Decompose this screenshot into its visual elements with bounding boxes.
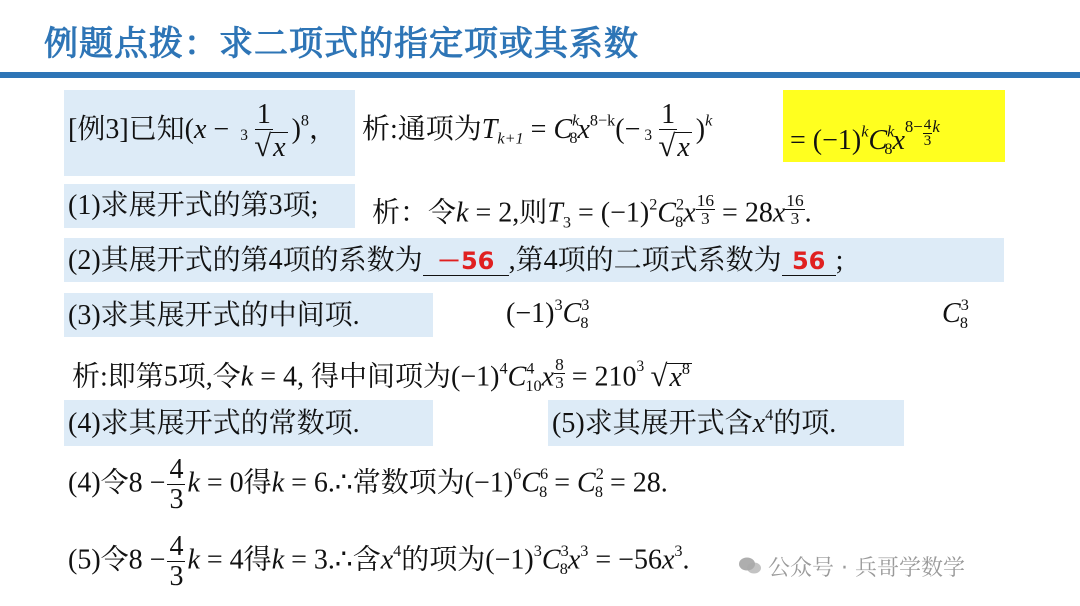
q4-label: (4)求其展开式的常数项.	[68, 408, 360, 439]
q3-label: (3)求其展开式的中间项.	[68, 300, 360, 331]
cube-root-x8: 3 $√x^8$	[636, 357, 691, 393]
q5-label: (5)求其展开式含$x^4$的项.	[552, 405, 837, 439]
q1-answer: 析：令k = 2,则$T_3 = (-1)^2C^2_8x$ $\frac{16}{3}$ = 28x $\frac{16}{3}$ .	[372, 191, 812, 232]
q2-answer-coefficient: －56	[436, 247, 495, 275]
a4-fraction: $\frac{4}{3}$	[169, 454, 184, 516]
a5-fraction: $\frac{4}{3}$	[169, 531, 184, 593]
q3-answer: 析:即第5项,令k = 4, 得中间项为$(-1)^4C^4_{10}x$ $\frac{8}{3}$ = 210 3 $√x^8$	[72, 355, 691, 396]
general-fraction: 1 3 √x	[644, 99, 690, 164]
watermark: 公众号 · 兵哥学数学	[738, 551, 965, 582]
example-fraction: 1 3 √x	[240, 99, 286, 164]
q1-label: (1)求展开式的第3项;	[68, 190, 319, 221]
q5-answer: (5)令8 − $\frac{4}{3}$ k = 4得k = 3.∴含$x^4$的项为$(-1)^3C^3_8x^3 = -56x^3$.	[68, 531, 690, 593]
q2-answer-binomial: 56	[791, 247, 826, 275]
page-title: 例题点拨：求二项式的指定项或其系数	[44, 24, 639, 64]
wechat-icon	[738, 556, 762, 582]
q3-expr-coefficient: $(-1)^3C^3_8$	[506, 295, 590, 332]
q3-expr-binomial: $C^3_8$	[942, 295, 969, 332]
example-statement: [例3]已知(x − 1 3 √x )$^8$，	[68, 99, 338, 164]
cube-root: 3 √x	[240, 127, 286, 164]
general-term: 析:通项为$T_{k+1} = C^k_8x^{8-k}(-$ 1 3 √x )$^k$	[362, 99, 713, 164]
q4-answer: (4)令8 − $\frac{4}{3}$ k = 0得k = 6.∴常数项为$(-1)^6C^6_8 = C^2_8 = 28$.	[68, 454, 668, 516]
q2-statement: (2)其展开式的第4项的系数为 －56 ,第4项的二项式系数为 56 ;	[68, 245, 844, 276]
title-divider	[0, 72, 1080, 78]
general-term-simplified: = $(-1)^kC^k_8x^{8- \frac{4}{3} k}$	[790, 117, 940, 159]
